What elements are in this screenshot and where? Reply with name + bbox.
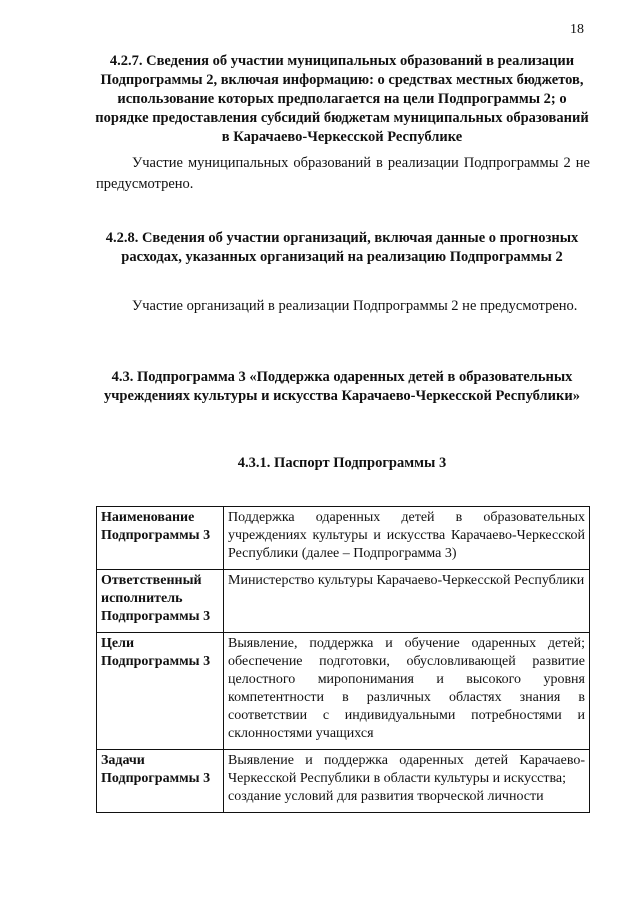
section-4-2-7-heading: 4.2.7. Сведения об участии муниципальных образований в реализации Подпрограммы 2, включая информацию: о средствах местных бюджетов, использование которых предполагается на цели Подпрограммы 2; о порядке предоставления субсидий бюджетам муниципальных образований в Карачаево-Черкесской Республике	[95, 53, 589, 145]
row-value: Выявление, поддержка и обучение одаренных детей; обеспечение подготовки, обусловливающей развитие целостного миропонимания и высокого уровня компетентности в различных областях знания в соответствии с индивидуальными потребностями и склонностями учащихся	[224, 633, 590, 750]
section-4-3-1-heading: 4.3.1. Паспорт Подпрограммы 3	[237, 455, 447, 471]
row-label: Ответственный исполнитель Подпрограммы 3	[97, 570, 224, 633]
row-value: Поддержка одаренных детей в образовательных учреждениях культуры и искусства Карачаево-Черкесской Республики (далее – Подпрограмма 3)	[224, 507, 590, 570]
table-row	[97, 570, 590, 633]
row-value	[224, 750, 590, 813]
table-row	[97, 507, 590, 570]
row-value-line: Выявление и поддержка одаренных детей Карачаево-Черкесской Республики в области культуры и искусства;	[228, 753, 585, 786]
section-4-3-heading: 4.3. Подпрограмма 3 «Поддержка одаренных детей в образовательных учреждениях культуры и искусства Карачаево-Черкесской Республики»	[103, 369, 580, 404]
page-number: 18	[570, 22, 584, 37]
table-row	[97, 633, 590, 750]
row-value: Министерство культуры Карачаево-Черкесской Республики	[224, 570, 590, 633]
section-4-2-8-text: Участие организаций в реализации Подпрограммы 2 не предусмотрено.	[132, 298, 578, 314]
row-value-line: создание условий для развития творческой личности	[228, 789, 544, 804]
row-label: Цели Подпрограммы 3	[97, 633, 224, 750]
passport-table	[96, 506, 590, 813]
row-label: Наименование Подпрограммы 3	[97, 507, 224, 570]
section-4-2-8-heading: 4.2.8. Сведения об участии организаций, включая данные о прогнозных расходах, указанных организаций на реализацию Подпрограммы 2	[105, 230, 579, 265]
row-label: Задачи Подпрограммы 3	[97, 750, 224, 813]
table-row	[97, 750, 590, 813]
section-4-2-7-text: Участие муниципальных образований в реализации Подпрограммы 2 не предусмотрено.	[96, 155, 590, 192]
